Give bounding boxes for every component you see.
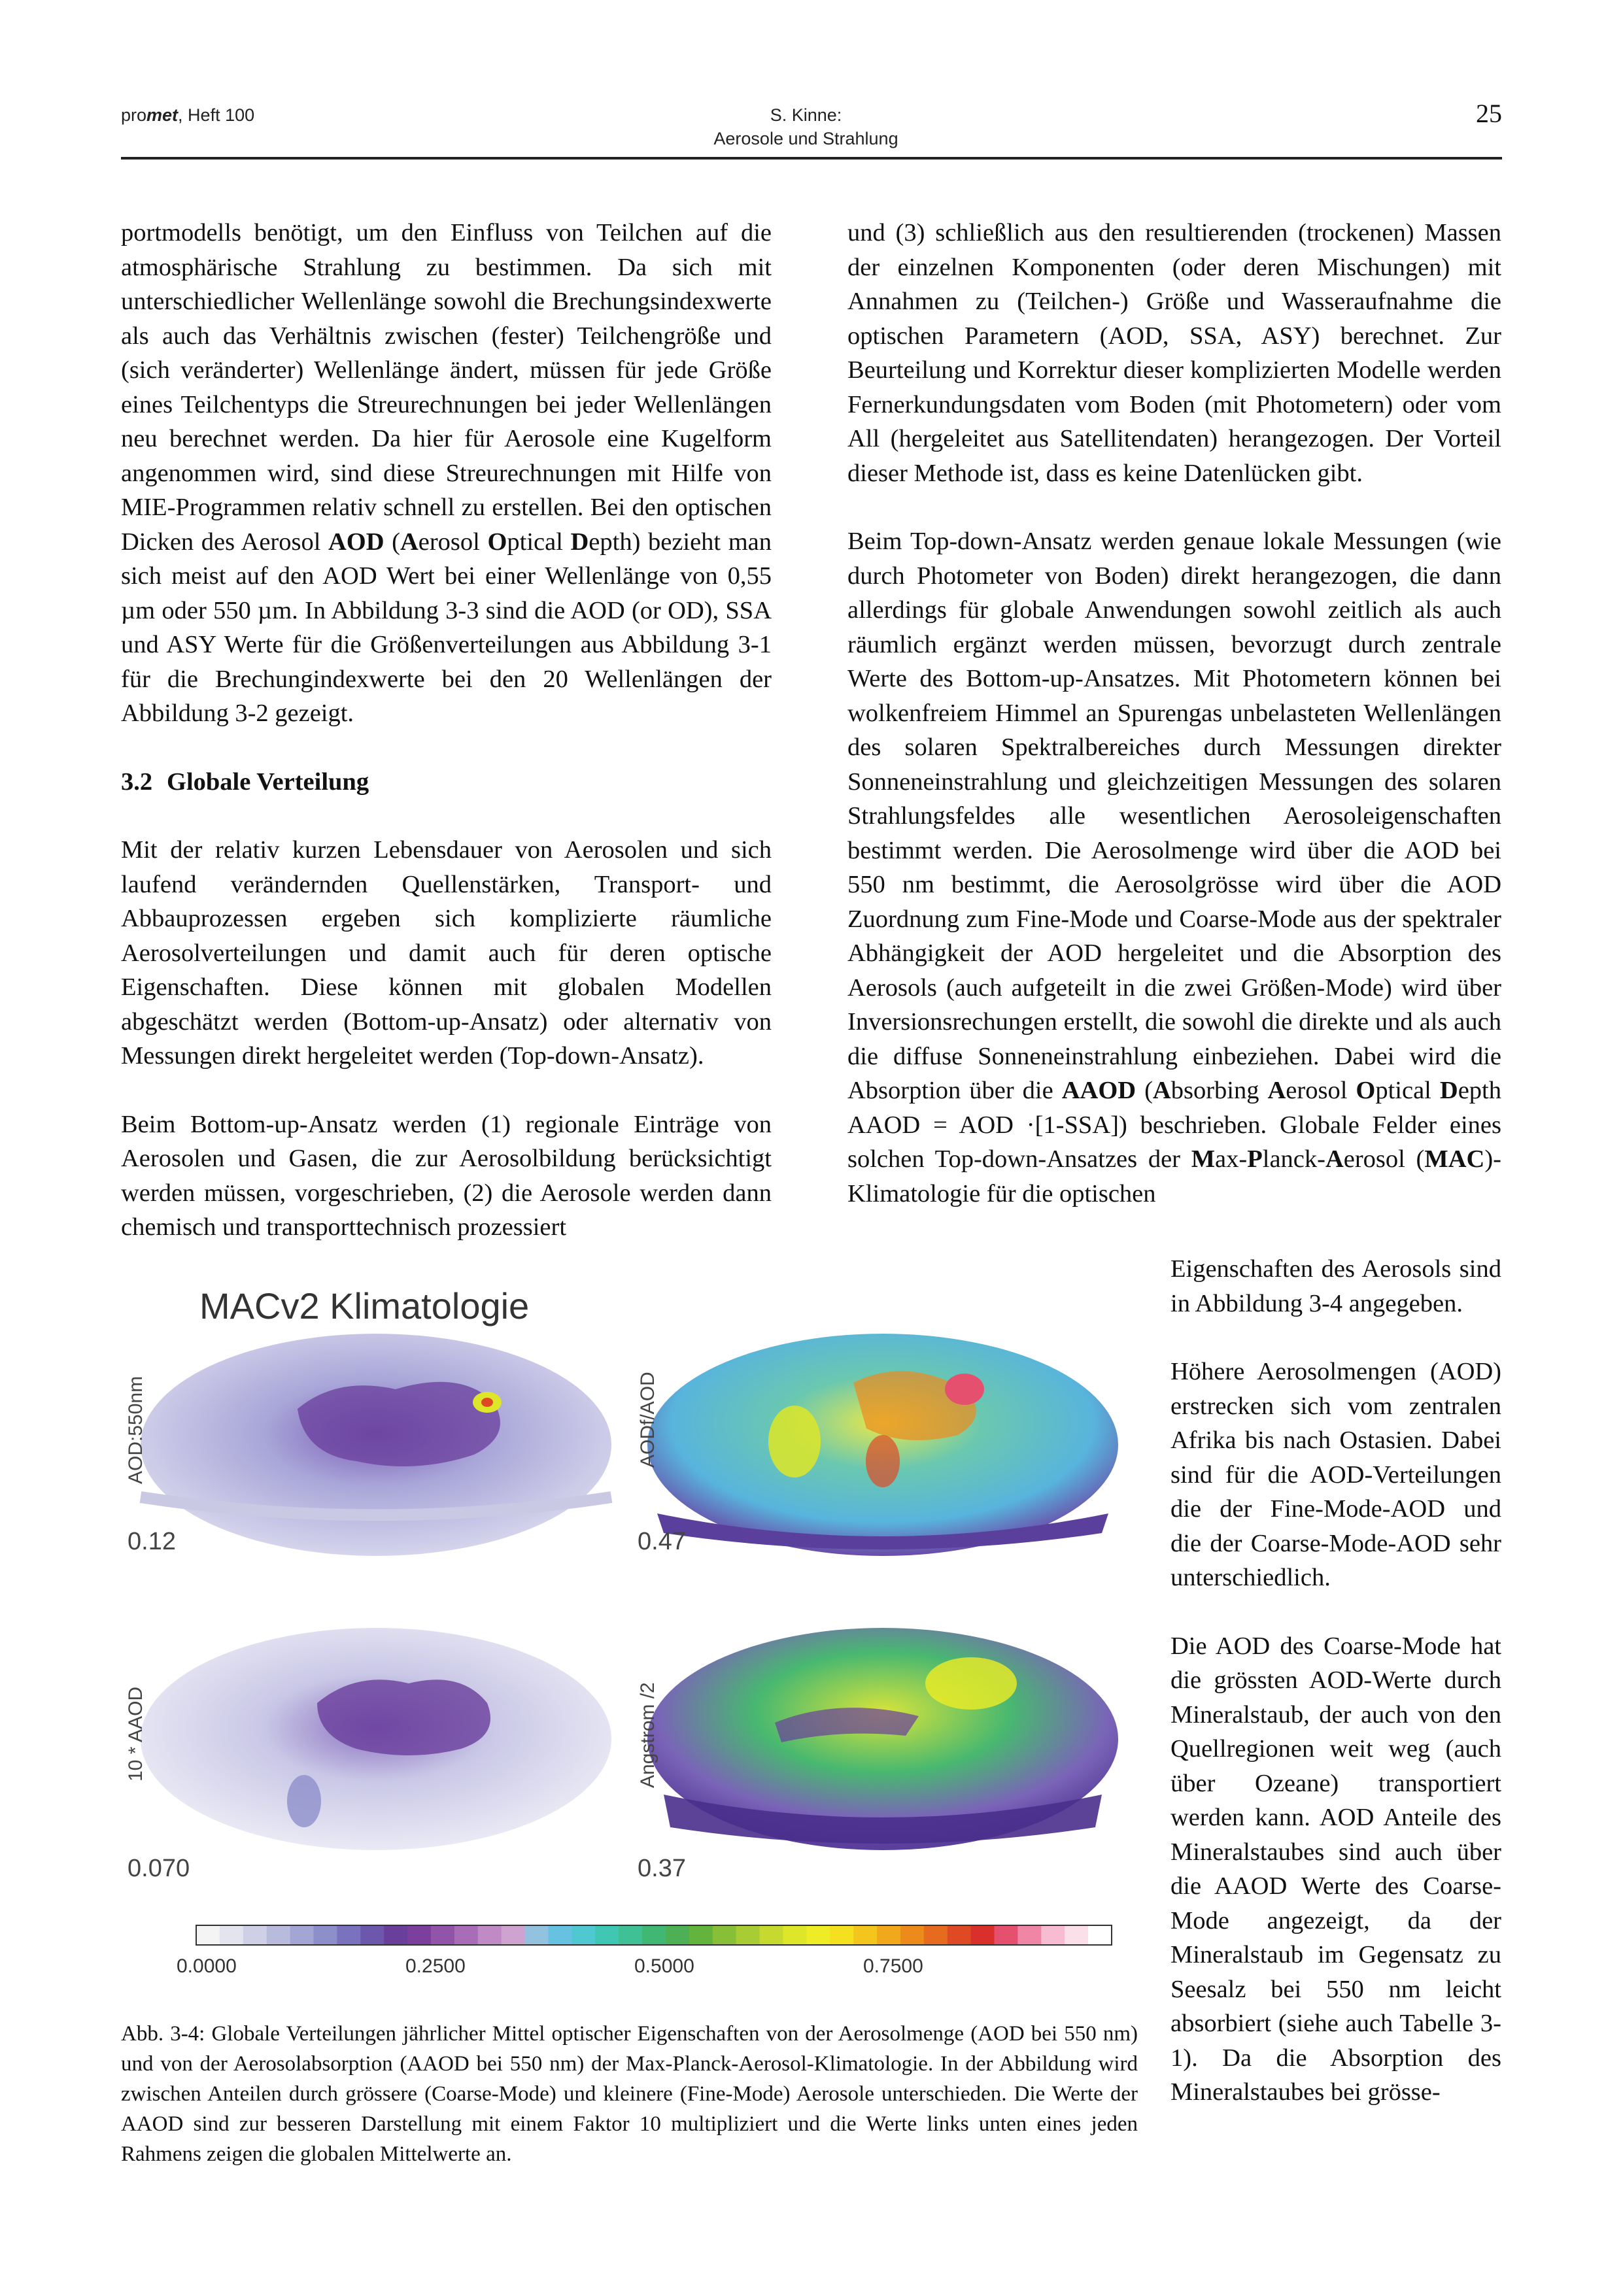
colorbar-segment xyxy=(337,1925,360,1945)
colorbar-segment xyxy=(971,1925,995,1945)
colorbar-segment xyxy=(454,1925,478,1945)
article-title: Aerosole und Strahlung xyxy=(713,129,898,148)
figure-title: MACv2 Klimatologie xyxy=(199,1285,530,1326)
colorbar-segment xyxy=(853,1925,877,1945)
colorbar-segment xyxy=(900,1925,924,1945)
colorbar-segment xyxy=(995,1925,1018,1945)
colorbar-segment xyxy=(619,1925,642,1945)
colorbar-segment xyxy=(689,1925,713,1945)
colorbar-segment xyxy=(783,1925,806,1945)
panel-label: AODf/AOD xyxy=(637,1372,658,1468)
page-number: 25 xyxy=(1476,99,1502,128)
paragraph: und (3) schließlich aus den resultierenden (trockenen) Massen der einzelnen Komponenten (oder deren Mischungen) mit Annahmen zu (Teilchen-) Größe und Wasseraufnahme die optischen Parametern (AOD, SSA, ASY) berechnet. Zur Beurteilung und Korrektur dieser komplizierten Modelle werden Fernerkundungsdaten vom Boden (mit Photometern) oder vom All (hergeleitet aus Satellitendaten) herangezogen. Der Vorteil dieser Methode ist, dass es keine Datenlücken gibt. xyxy=(847,219,1501,487)
colorbar-segment xyxy=(290,1925,314,1945)
colorbar-segment xyxy=(713,1925,736,1945)
panel-label: AOD:550nm xyxy=(125,1376,146,1484)
paragraph: Beim Top-down-Ansatz werden genaue lokale Messungen (wie durch Photometer von Boden) direkt herangezogen, die dann allerdings für globale Anwendungen sowohl zeitlich als auch räumlich ergänzt werden müssen, bevorzugt durch zentrale Werte des Bottom-up-Ansatzes. Mit Photometern können bei wolkenfreiem Himmel an Spurengas unbelasteten Wellenlängen des solaren Spektralbereiches durch Messungen direkter Sonneneinstrahlung und gleichzeitigen Messungen des solaren Strahlungsfeldes alle wesentlichen Aerosoleigenschaften bestimmt werden. Die Aerosolmenge wird über die AOD bei 550 nm bestimmt, die Aerosolgrösse wird über die AOD Zuordnung zum Fine-Mode und Coarse-Mode aus der spektraler Abhängigkeit der AOD hergeleitet und die Absorption des Aerosols (auch aufgeteilt in die zwei Größen-Mode) wird über Inversionsrechungen erstellt, die sowohl die direkte und als auch die diffuse Sonneneinstrahlung einbeziehen. Dabei wird die Absorption über die AAOD (Absorbing Aerosol Optical Depth AAOD = AOD ·[1-SSA]) beschrieben. Globale Felder eines solchen Top-down-Ansatzes der Max-Planck-Aerosol (MAC)-Klimatologie für die optischen xyxy=(847,528,1501,1207)
colorbar-segment xyxy=(666,1925,689,1945)
colorbar-segment xyxy=(760,1925,783,1945)
paragraph: Mit der relativ kurzen Lebensdauer von Aerosolen und sich laufend verändernden Quellenstärken, Transport- und Abbauprozessen ergeben sich komplizierte räumliche Aerosolverteilungen und damit auch für deren optische Eigenschaften. Diese können mit globalen Modellen abgeschätzt werden (Bottom-up-Ansatz) oder alternativ von Messungen direkt hergeleitet werden (Top-down-Ansatz). xyxy=(121,836,772,1070)
colorbar-segment xyxy=(806,1925,830,1945)
colorbar-segment xyxy=(1088,1925,1112,1945)
global-mean-value: 0.37 xyxy=(638,1855,686,1882)
colorbar-segment xyxy=(267,1925,290,1945)
right-column xyxy=(847,216,1501,1211)
journal-name: promet, Heft 100 xyxy=(121,105,255,125)
paragraph: Die AOD des Coarse-Mode hat die grössten AOD-Werte durch Mineralstaub, der auch von den Quellregionen weit weg (auch über Ozeane) transportiert werden kann. AOD Anteile des Mineralstaubes sind auch über die AAOD Werte des Coarse-Mode angezeigt, da der Mineralstaub im Gegensatz zu Seesalz bei 550 nm leicht absorbiert (siehe auch Tabelle 3-1). Da die Absorption des Mineralstaubes bei grösse- xyxy=(1170,1632,1501,2106)
colorbar-segment xyxy=(830,1925,853,1945)
colorbar-tick: 0.5000 xyxy=(634,1955,694,1977)
map-panel-aod xyxy=(125,1334,611,1556)
paragraph: Beim Bottom-up-Ansatz werden (1) regionale Einträge von Aerosolen und Gasen, die zur Aerosolbildung berücksichtigt werden müssen, vorgeschrieben, (2) die Aerosole werden dann chemisch und transporttechnisch prozessiert xyxy=(121,1110,772,1241)
colorbar-segment xyxy=(595,1925,619,1945)
figure-caption: Abb. 3-4: Globale Verteilungen jährlicher Mittel optischer Eigenschaften von der Aerosolmenge (AOD bei 550 nm) und von der Aerosolabsorption (AAOD bei 550 nm) der Max-Planck-Aerosol-Klimatologie. In der Abbildung wird zwischen Anteilen durch grössere (Coarse-Mode) und kleinere (Fine-Mode) Aerosole unterschieden. Die Werte der AAOD sind zur besseren Darstellung mit einem Faktor 10 multipliziert und die Werte links unten eines jeden Rahmens zeigen die globalen Mittelwerte an. xyxy=(121,2022,1138,2166)
colorbar-segment xyxy=(502,1925,525,1945)
panel-label: 10 * AAOD xyxy=(125,1686,146,1781)
colorbar-segment xyxy=(407,1925,431,1945)
colorbar-segment xyxy=(1065,1925,1088,1945)
colorbar-segment xyxy=(360,1925,384,1945)
colorbar-segment xyxy=(642,1925,666,1945)
color-scale-bar xyxy=(196,1925,1112,1945)
paragraph: Höhere Aerosolmengen (AOD) erstrecken sich vom zentralen Afrika bis nach Ostasien. Dabei sind für die AOD-Verteilungen die der Fine-Mode-AOD und die der Coarse-Mode-AOD sehr unterschiedlich. xyxy=(1170,1358,1501,1591)
colorbar-segment xyxy=(924,1925,948,1945)
paragraph: portmodells benötigt, um den Einfluss von Teilchen auf die atmosphärische Strahlung zu bestimmen. Da sich mit unterschiedlicher Wellenlänge sowohl die Brechungsindexwerte als auch das Verhältnis zwischen (fester) Teilchengröße und (sich veränderter) Wellenlänge ändert, müssen für jede Größe eines Teilchentyps die Streurechnungen bei jeder Wellenlängen neu berechnet werden. Da hier für Aerosole eine Kugelform angenommen wird, sind diese Streurechnungen mit Hilfe von MIE-Programmen relativ schnell zu erstellen. Bei den optischen Dicken des Aerosol AOD (Aerosol Optical Depth) bezieht man sich meist auf den AOD Wert bei einer Wellenlänge von 0,55 µm oder 550 µm. In Abbildung 3-3 sind die AOD (or OD), SSA und ASY Werte für die Größenverteilungen aus Abbildung 3-1 für die Brechungindexwerte bei den 20 Wellenlängen der Abbildung 3-2 gezeigt. xyxy=(121,219,772,727)
colorbar-segment xyxy=(736,1925,760,1945)
colorbar-tick: 0.2500 xyxy=(405,1955,466,1977)
colorbar-tick: 0.0000 xyxy=(177,1955,237,1977)
colorbar-segment xyxy=(431,1925,454,1945)
colorbar-segment xyxy=(220,1925,243,1945)
colorbar-segment xyxy=(525,1925,549,1945)
colorbar-segment xyxy=(313,1925,337,1945)
global-mean-value: 0.12 xyxy=(128,1528,176,1555)
author-name: S. Kinne: xyxy=(770,105,842,125)
colorbar-segment xyxy=(478,1925,502,1945)
colorbar-segment xyxy=(196,1925,220,1945)
section-heading: 3.2 Globale Verteilung xyxy=(121,768,369,796)
colorbar-segment xyxy=(572,1925,595,1945)
colorbar-segment xyxy=(948,1925,971,1945)
global-mean-value: 0.47 xyxy=(638,1528,686,1555)
map-panel-angstrom xyxy=(637,1628,1118,1882)
colorbar-segment xyxy=(243,1925,267,1945)
map-panel-aodf-ratio xyxy=(637,1334,1118,1556)
panel-label: Angstrom /2 xyxy=(637,1682,658,1788)
colorbar-segment xyxy=(548,1925,572,1945)
figure-macv2-climatology xyxy=(121,1278,1138,2004)
colorbar-segment xyxy=(384,1925,407,1945)
header-rule xyxy=(121,157,1502,160)
left-column xyxy=(121,216,772,1279)
global-mean-value: 0.070 xyxy=(128,1855,190,1882)
map-panel-aaod xyxy=(125,1628,611,1882)
paragraph: Eigenschaften des Aerosols sind in Abbildung 3-4 angegeben. xyxy=(1170,1255,1501,1317)
running-title xyxy=(654,103,958,150)
colorbar-segment xyxy=(1041,1925,1065,1945)
colorbar-segment xyxy=(1017,1925,1041,1945)
colorbar-segment xyxy=(877,1925,900,1945)
colorbar-tick: 0.7500 xyxy=(863,1955,923,1977)
narrow-column xyxy=(1170,1252,1501,2110)
